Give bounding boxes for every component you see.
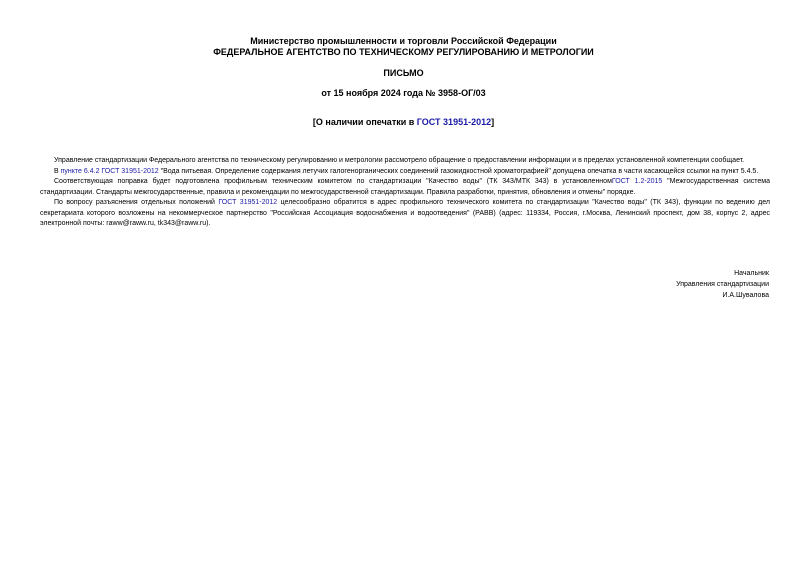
paragraph-amendment-pre: Соответствующая поправка будет подготовлена профильным техническим комитетом по стандартизации "Качество воды" (ТК 343/МТК 343) в установленном: [54, 178, 612, 185]
signer-department: Управления стандартизации: [676, 281, 769, 288]
paragraph-contact-post: целесообразно обратится в адрес профильного технического комитета по стандартизации "Качество воды" (ТК 343), функции по ведению дел секретариата которого возложены на некоммерческое партнерство "Российская Ассоциация водоснабжения и водоотведения" (РАВВ) (адрес: 119334, Россия, г.Москва, Ленинский проспект, дом 38, корпус 2, адрес электронной почты: raww@raww.ru, tk343@raww.ru).: [40, 199, 770, 227]
signature-block: [676, 268, 769, 301]
ministry-name: Министерство промышленности и торговли Российской Федерации: [250, 36, 557, 46]
paragraph-contact-pre: По вопросу разъяснения отдельных положений: [54, 199, 219, 206]
document-title-prefix: [О наличии опечатки в: [312, 117, 417, 127]
signer-position: Начальник: [734, 270, 769, 277]
paragraph-typo-pre: В: [54, 167, 61, 175]
paragraph-intro: Управление стандартизации Федерального агентства по техническому регулированию и метрологии рассмотрело обращение о предоставлении информации и в пределах установленной компетенции сообщает.: [54, 157, 745, 164]
document-type: ПИСЬМО: [383, 68, 424, 78]
document-date-number: от 15 ноября 2024 года № 3958-ОГ/03: [321, 88, 486, 98]
document-title-gost-link[interactable]: ГОСТ 31951-2012: [416, 117, 492, 127]
gost-standard-link[interactable]: ГОСТ 31951-2012: [218, 199, 278, 206]
paragraph-amendment-post: "Межгосударственная система стандартизации. Стандарты межгосударственные, правила и рекомендации по межгосударственной стандартизации. Правила разработки, принятия, обновления и отмены" порядке.: [40, 178, 770, 196]
letter-body: [40, 156, 770, 230]
paragraph-typo: [40, 167, 770, 178]
document-title-suffix: ]: [491, 117, 495, 127]
paragraph-amendment: [40, 177, 770, 198]
document-title: [0, 117, 807, 128]
gost-1-2-link[interactable]: ГОСТ 1.2-2015: [611, 178, 663, 185]
agency-name: ФЕДЕРАЛЬНОЕ АГЕНТСТВО ПО ТЕХНИЧЕСКОМУ РЕГУЛИРОВАНИЮ И МЕТРОЛОГИИ: [213, 47, 594, 57]
paragraph-typo-post: "Вода питьевая. Определение содержания летучих галогенорганических соединений газожидкостной хроматографией" допущена опечатка в части касающейся ссылки на пункт 5.4.5.: [158, 167, 759, 175]
gost-clause-link[interactable]: пункте 6.4.2 ГОСТ 31951-2012: [60, 167, 159, 175]
paragraph-contact: [40, 198, 770, 230]
signer-name: И.А.Шувалова: [722, 292, 769, 299]
